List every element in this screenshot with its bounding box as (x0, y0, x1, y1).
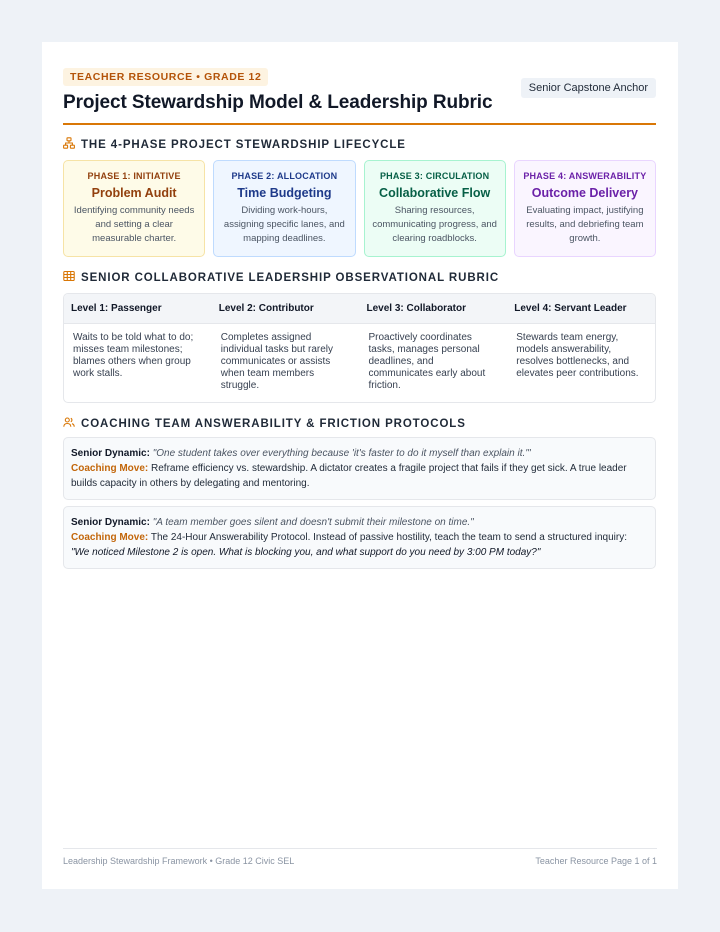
inquiry-quote: "We noticed Milestone 2 is open. What is blocking you, and what support do you need by 3:00 PM today?" (71, 547, 541, 558)
phase-label: PHASE 3: CIRCULATION (379, 171, 490, 181)
eyebrow-badge: TEACHER RESOURCE • GRADE 12 (63, 68, 268, 86)
phase-description: Sharing resources, communicating progress, and clearing roadblocks. (372, 205, 497, 244)
move-line (71, 530, 648, 560)
move-line (71, 461, 648, 491)
phase-cards (63, 160, 656, 257)
phase-description: Evaluating impact, justifying results, and debriefing team growth. (526, 205, 644, 244)
protocols-section (63, 416, 656, 569)
phase-card-3 (364, 160, 506, 257)
phase-label: PHASE 2: ALLOCATION (231, 171, 338, 181)
protocol-card-2 (63, 506, 656, 569)
dynamic-label: Senior Dynamic: (71, 448, 150, 459)
rubric-cell: Proactively coordinates tasks, manages personal deadlines, and communicates early about friction. (368, 332, 486, 391)
rubric-header-cell: Level 3: Collaborator (366, 303, 466, 314)
lifecycle-section (63, 137, 656, 257)
phase-description: Dividing work-hours, assigning specific lanes, and mapping deadlines. (223, 205, 345, 244)
lifecycle-heading (63, 137, 656, 152)
rubric-header-cell: Level 4: Servant Leader (514, 303, 627, 314)
page-footer (63, 848, 657, 866)
phase-card-1 (63, 160, 205, 257)
dynamic-quote: "A team member goes silent and doesn't submit their milestone on time." (152, 517, 474, 528)
phase-label: PHASE 4: ANSWERABILITY (523, 171, 647, 181)
move-label: Coaching Move: (71, 532, 149, 543)
rubric-cell: Completes assigned individual tasks but rarely communicates or assists when team members struggle. (220, 332, 334, 391)
phase-name: Collaborative Flow (379, 186, 491, 200)
dynamic-line (71, 515, 648, 530)
footer-right: Teacher Resource Page 1 of 1 (535, 856, 657, 866)
rubric-cell: Waits to be told what to do; misses team milestones; blames others when group work stalls. (73, 332, 194, 379)
lifecycle-title: THE 4-PHASE PROJECT STEWARDSHIP LIFECYCLE (81, 138, 406, 151)
phase-label: PHASE 1: INITIATIVE (87, 171, 181, 181)
phase-card-4 (514, 160, 656, 257)
move-label: Coaching Move: (71, 463, 149, 474)
rubric-table (63, 293, 656, 403)
footer-left: Leadership Stewardship Framework • Grade 12 Civic SEL (63, 856, 295, 866)
header (63, 67, 656, 125)
hierarchy-icon (63, 137, 75, 152)
phase-card-2 (213, 160, 355, 257)
dynamic-quote: "One student takes over everything because 'it's faster to do it myself than explain it.'" (152, 448, 531, 459)
rubric-cell: Stewards team energy, models answerability, resolves bottlenecks, and elevates peer contributions. (516, 332, 639, 379)
document-page (42, 42, 678, 889)
page-content (63, 67, 656, 569)
page-title: Project Stewardship Model & Leadership Rubric (63, 92, 493, 113)
phase-name: Time Budgeting (237, 186, 332, 200)
protocols-title: COACHING TEAM ANSWERABILITY & FRICTION PROTOCOLS (81, 417, 466, 430)
rubric-header-cell: Level 2: Contributor (218, 303, 314, 314)
rubric-header-cell: Level 1: Passenger (71, 303, 162, 314)
phase-name: Outcome Delivery (531, 186, 639, 200)
rubric-title: SENIOR COLLABORATIVE LEADERSHIP OBSERVATIONAL RUBRIC (81, 271, 500, 284)
users-icon (63, 416, 75, 431)
dynamic-label: Senior Dynamic: (71, 517, 150, 528)
phase-description: Identifying community needs and setting a clear measurable charter. (73, 205, 195, 244)
anchor-badge: Senior Capstone Anchor (521, 78, 656, 98)
dynamic-line (71, 446, 648, 461)
rubric-heading (63, 270, 656, 285)
rubric-section (63, 270, 656, 403)
rubric-body-row (64, 324, 655, 402)
table-icon (63, 270, 75, 285)
move-text: Reframe efficiency vs. stewardship. A dictator creates a fragile project that fails if they get sick. A true leader builds capacity in others by delegating and mentoring. (71, 463, 627, 489)
protocols-heading (63, 416, 656, 431)
move-text: The 24-Hour Answerability Protocol. Instead of passive hostility, teach the team to send a structured inquiry: (150, 532, 628, 543)
phase-name: Problem Audit (91, 186, 177, 200)
protocol-card-1 (63, 437, 656, 500)
header-divider (63, 123, 656, 125)
rubric-header-row (64, 294, 655, 324)
